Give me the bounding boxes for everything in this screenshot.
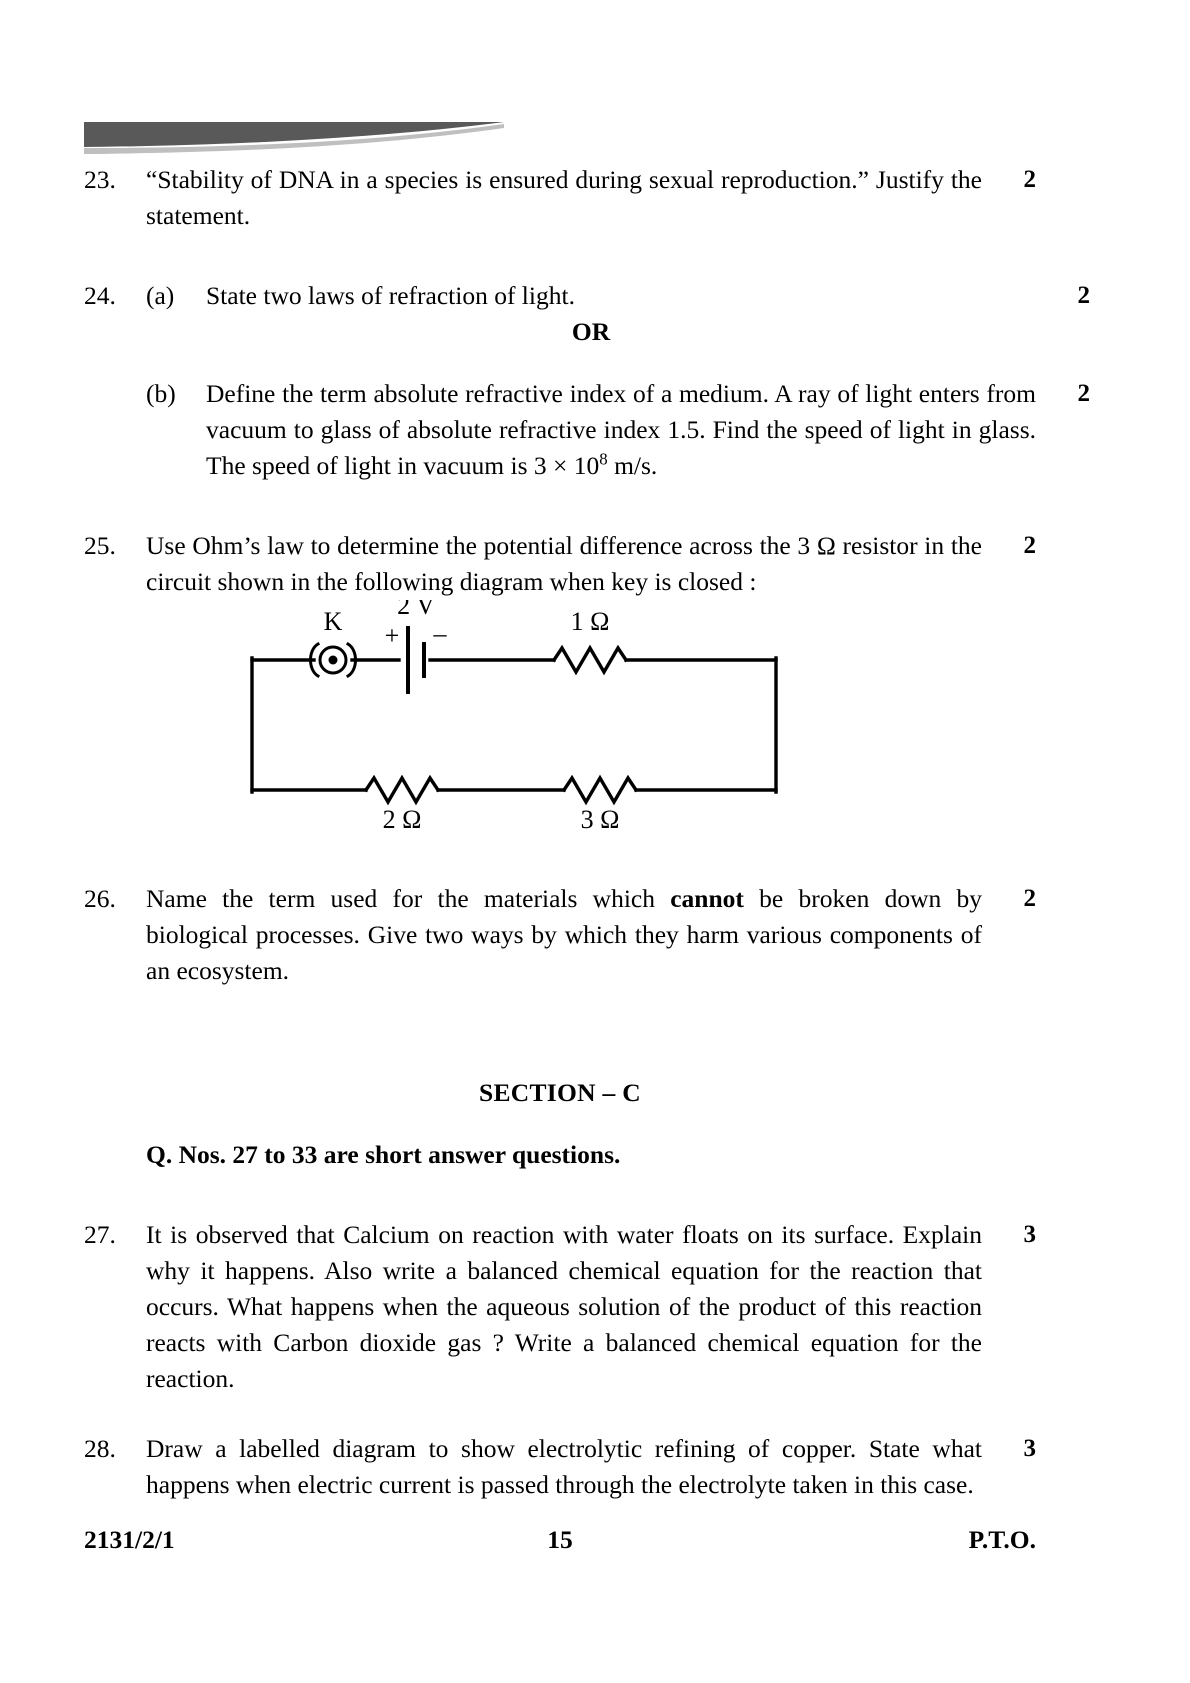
question-27-text: It is observed that Calcium on reaction with water floats on its surface. Explain why it happens. Also write a balanced chemical equation for the reaction that occurs. What happens when the aqueous solution of the product of this reaction reacts with Carbon dioxide gas ? Write a balanced chemical equation for the reaction.: [146, 1220, 982, 1393]
key-label: K: [323, 607, 343, 636]
question-24-part-a-label: (a): [146, 281, 175, 310]
question-28: [84, 1431, 1036, 1503]
question-26-marks: 2: [1023, 885, 1036, 912]
question-24-parts: [146, 278, 1036, 314]
question-25-text: Use Ohm’s law to determine the potential difference across the 3 Ω resistor in the circuit shown in the following diagram when key is closed :: [146, 531, 982, 596]
question-25-number: 25.: [84, 531, 116, 560]
page-number: 15: [547, 1525, 573, 1554]
question-24-part-b-text-1: Define the term absolute refractive index of a medium. A ray of light enters from vacuum to glass of absolute refractive index 1.5. Find the speed of light in glass. The speed of light in vacuum is 3 × 10: [206, 379, 1036, 480]
question-23-text: “Stability of DNA in a species is ensured during sexual reproduction.” Justify the statement.: [146, 165, 982, 230]
question-27-number: 27.: [84, 1220, 116, 1249]
content-column: [84, 162, 1090, 1503]
page-footer: [84, 1525, 1036, 1555]
swoosh-banner: [84, 118, 504, 156]
question-24: [84, 278, 1090, 314]
question-26-text-after: be broken down by biological processes. Give two ways by which they harm various components of an ecosystem.: [146, 884, 982, 985]
question-26-text-before: Name the term used for the materials which: [146, 884, 671, 913]
question-26: [84, 881, 1036, 989]
question-25: [84, 528, 1036, 600]
resistor-2ohm-symbol: [366, 778, 438, 802]
circuit-figure-inner: [234, 600, 794, 855]
question-28-text: Draw a labelled diagram to show electrolytic refining of copper. State what happens when electric current is passed through the electrolyte taken in this case.: [146, 1434, 982, 1499]
question-24-part-b: [146, 376, 1036, 484]
question-24-part-a-text: State two laws of refraction of light.: [206, 281, 575, 310]
battery-plus-label: +: [384, 621, 400, 650]
question-24-part-a: [146, 278, 1036, 314]
pto-note: P.T.O.: [968, 1525, 1036, 1554]
question-26-number: 26.: [84, 884, 116, 913]
question-24-part-b-exponent: 8: [599, 449, 608, 469]
question-27: [84, 1217, 1036, 1397]
section-c-title: SECTION – C: [478, 1078, 641, 1107]
resistor-1ohm-symbol: [554, 648, 626, 672]
question-26-bold-word: cannot: [670, 884, 744, 913]
question-24-part-b-wrap: [146, 376, 1036, 484]
question-24-part-b-text: [206, 376, 1036, 484]
question-25-marks: 2: [1023, 532, 1036, 559]
question-24-part-a-marks: 2: [1077, 282, 1090, 309]
question-23: [84, 162, 1036, 234]
paper-code: 2131/2/1: [84, 1525, 175, 1554]
resistor-3ohm-label: 3 Ω: [580, 805, 620, 834]
question-24-part-b-label: (b): [146, 379, 176, 408]
question-24-part-b-marks: 2: [1077, 380, 1090, 407]
question-26-text: [146, 881, 982, 989]
question-23-number: 23.: [84, 165, 116, 194]
resistor-3ohm-symbol: [564, 778, 636, 802]
resistor-1ohm-label: 1 Ω: [570, 607, 610, 636]
resistor-2ohm-label: 2 Ω: [382, 805, 422, 834]
question-28-marks: 3: [1023, 1435, 1036, 1462]
question-27-marks: 3: [1023, 1221, 1036, 1248]
question-23-marks: 2: [1023, 166, 1036, 193]
battery-minus-label: –: [433, 619, 447, 648]
circuit-figure: [84, 600, 1036, 855]
question-24-number: 24.: [84, 281, 116, 310]
question-28-number: 28.: [84, 1434, 116, 1463]
question-24-part-b-row: [84, 376, 1090, 484]
question-24-part-b-text-2: m/s.: [607, 451, 658, 480]
question-24-or-row: [84, 314, 1036, 350]
question-24-or-label: OR: [571, 317, 611, 346]
or-row-body: [146, 314, 1036, 350]
battery-label: 2 V: [397, 600, 435, 620]
key-contact-dot: [329, 656, 338, 665]
section-c-note: Q. Nos. 27 to 33 are short answer questions.: [146, 1140, 621, 1169]
ohms-law-circuit-svg: [234, 600, 794, 850]
